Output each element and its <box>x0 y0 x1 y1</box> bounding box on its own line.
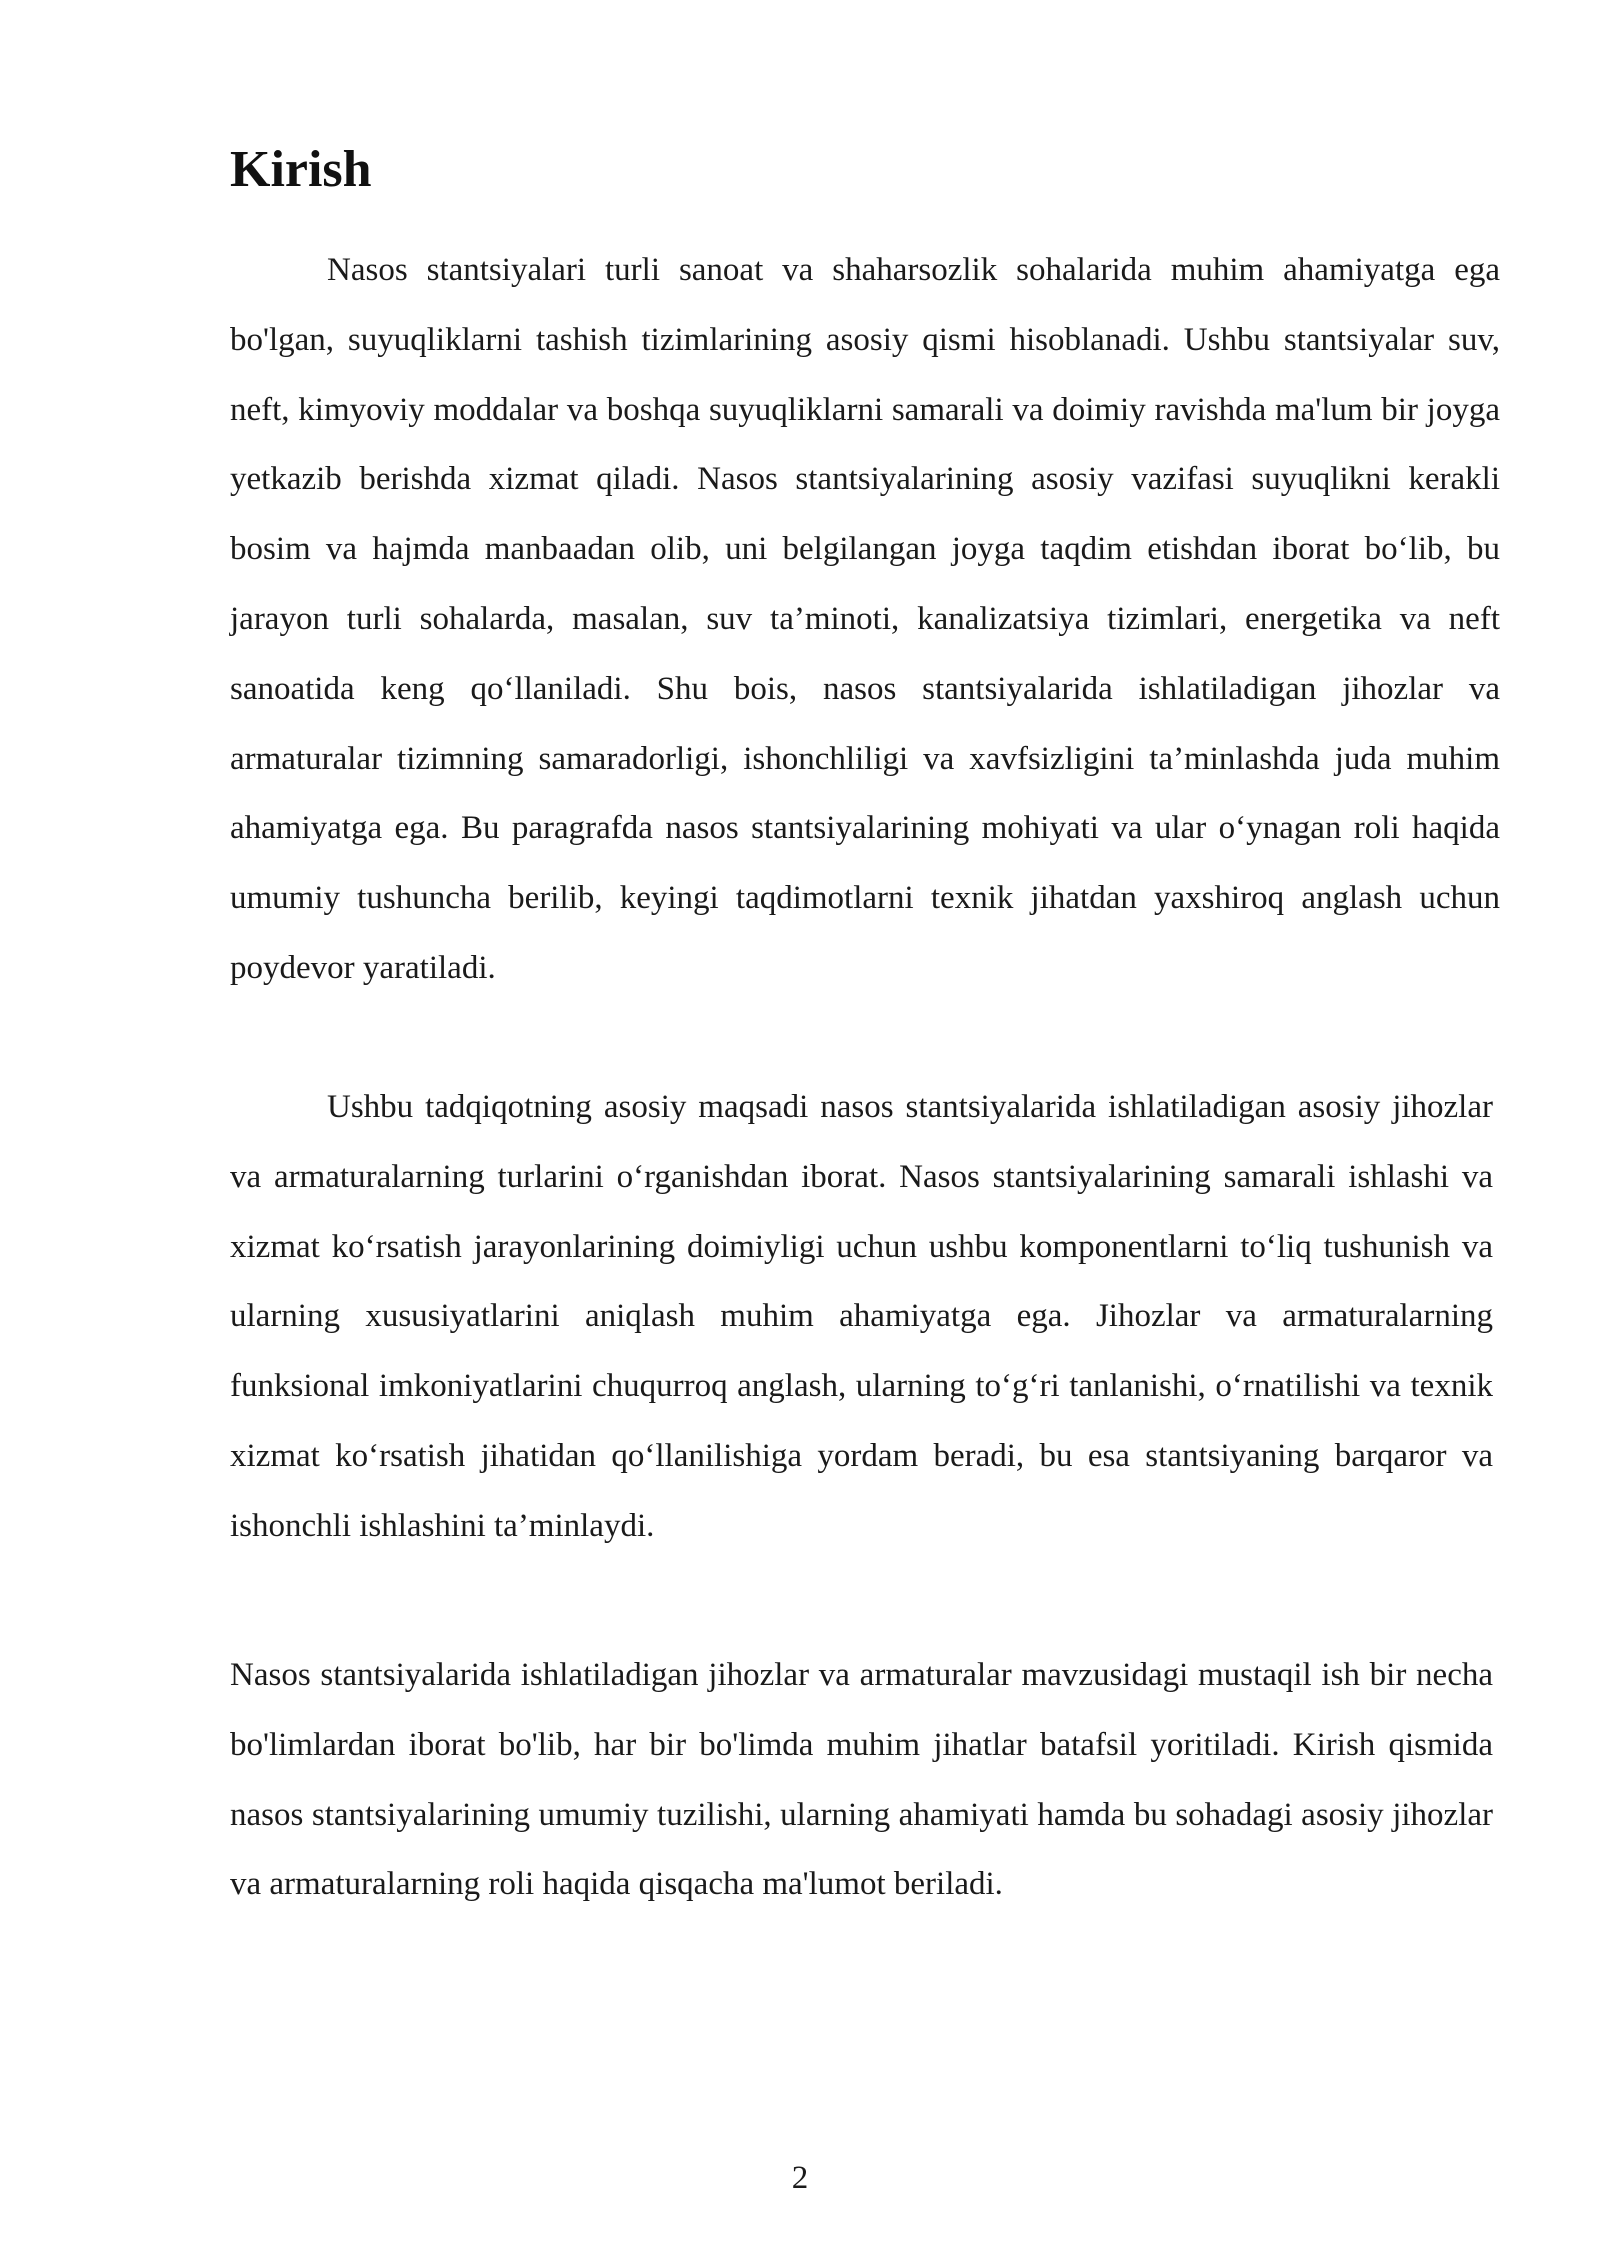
page-number: 2 <box>791 2160 809 2196</box>
paragraph-introduction: Nasos stantsiyalari turli sanoat va shaharsozlik sohalarida muhim ahamiyatga ega bo'lgan, suyuqliklarni tashish tizimlarining asosiy qismi hisoblanadi. Ushbu stantsiyalar suv, neft, kimyoviy moddalar va boshqa suyuqliklarni samarali va doimiy ravishda ma'lum bir joyga yetkazib berishda xizmat qiladi. Nasos stantsiyalarining asosiy vazifasi suyuqlikni kerakli bosim va hajmda manbaadan olib, uni belgilangan joyga taqdim etishdan iborat bo‘lib, bu jarayon turli sohalarda, masalan, suv ta’minoti, kanalizatsiya tizimlari, energetika va neft sanoatida keng qo‘llaniladi. Shu bois, nasos stantsiyalarida ishlatiladigan jihozlar va armaturalar tizimning samaradorligi, ishonchliligi va xavfsizligini ta’minlashda juda muhim ahamiyatga ega. Bu paragrafda nasos stantsiyalarining mohiyati va ular o‘ynagan roli haqida umumiy tushuncha berilib, keyingi taqdimotlarni texnik jihatdan yaxshiroq anglash uchun poydevor yaratiladi. <box>230 252 1500 986</box>
paragraph-research-goal: Ushbu tadqiqotning asosiy maqsadi nasos stantsiyalarida ishlatiladigan asosiy jihozlar va armaturalarning turlarini o‘rganishdan iborat. Nasos stantsiyalarining samarali ishlashi va xizmat ko‘rsatish jarayonlarining doimiyligi uchun ushbu komponentlarni to‘liq tushunish va ularning xususiyatlarini aniqlash muhim ahamiyatga ega. Jihozlar va armaturalarning funksional imkoniyatlarini chuqurroq anglash, ularning to‘g‘ri tanlanishi, o‘rnatilishi va texnik xizmat ko‘rsatish jihatidan qo‘llanilishiga yordam beradi, bu esa stantsiyaning barqaror va ishonchli ishlashini ta’minlaydi. <box>230 1089 1493 1544</box>
section-heading: Kirish <box>230 141 372 198</box>
paragraph-structure: Nasos stantsiyalarida ishlatiladigan jihozlar va armaturalar mavzusidagi mustaqil ish bir necha bo'limlardan iborat bo'lib, har bir bo'limda muhim jihatlar batafsil yoritiladi. Kirish qismida nasos stantsiyalarining umumiy tuzilishi, ularning ahamiyati hamda bu sohadagi asosiy jihozlar va armaturalarning roli haqida qisqacha ma'lumot beriladi. <box>230 1657 1493 1903</box>
